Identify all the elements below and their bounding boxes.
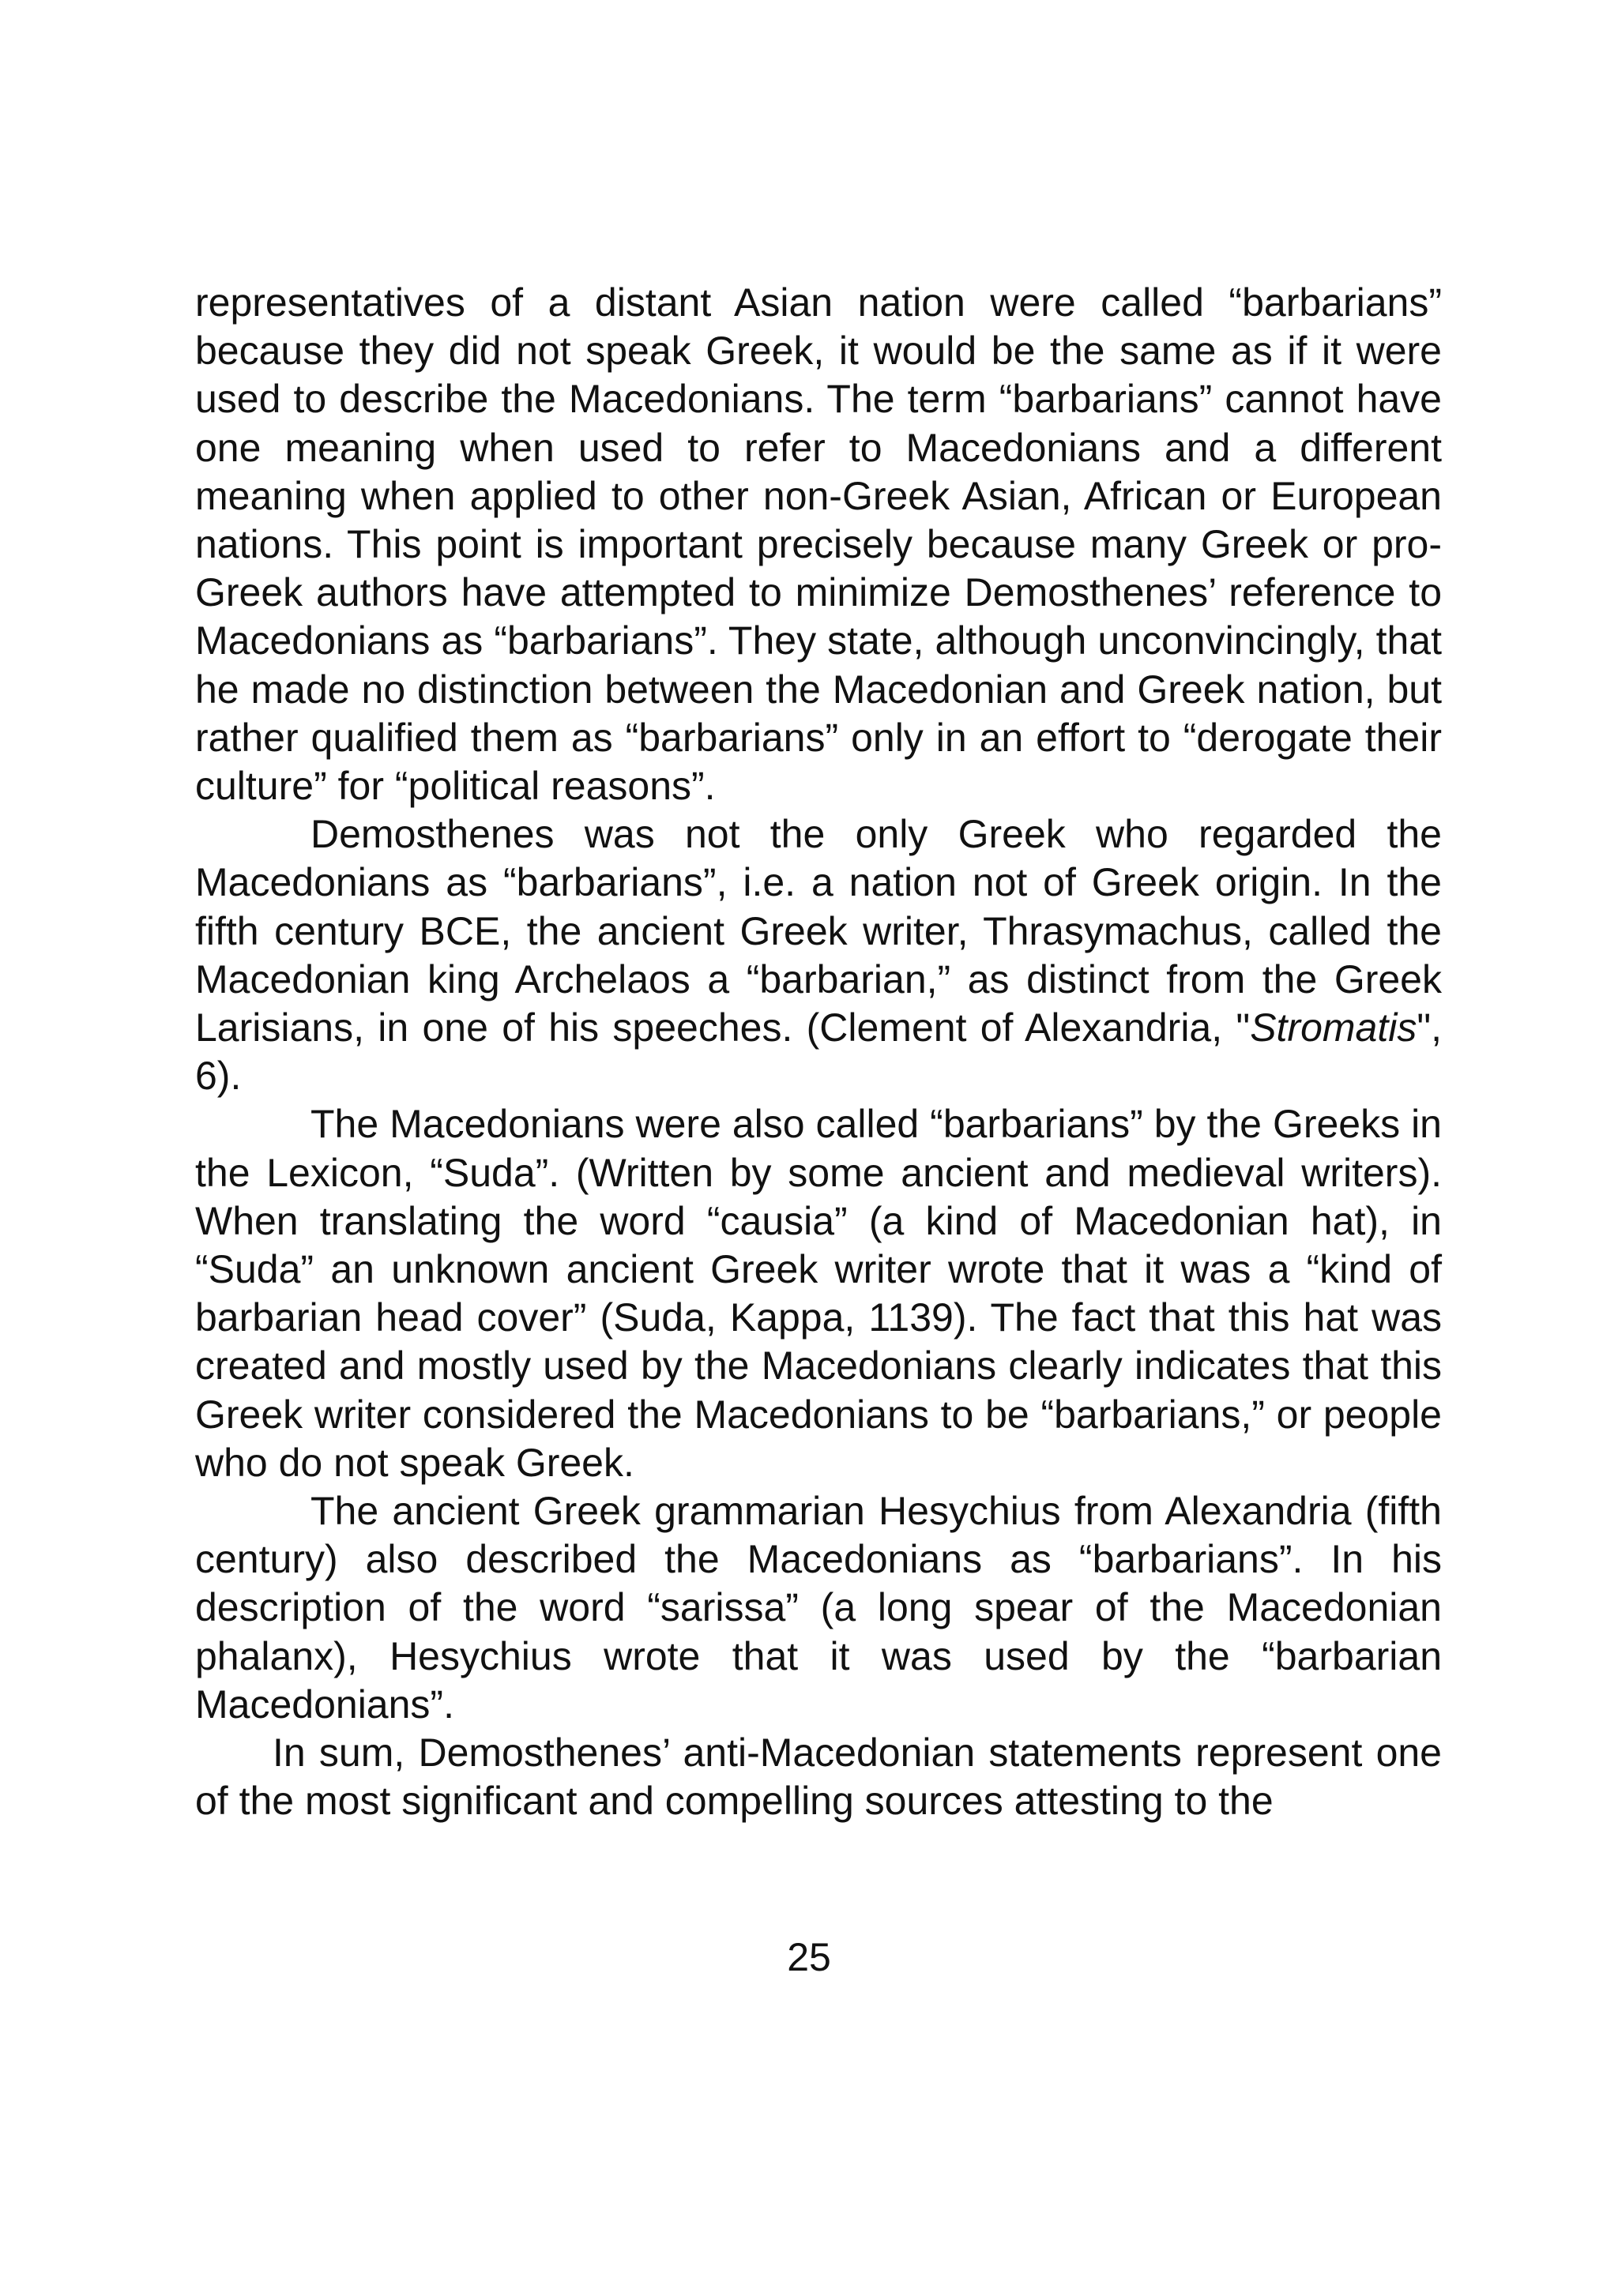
paragraph-2 <box>195 810 1442 1100</box>
page-number: 25 <box>787 1935 831 1979</box>
paragraph-3 <box>195 1100 1442 1487</box>
paragraph-2-italic-title: Stromatis <box>1250 1005 1417 1050</box>
paragraph-1-text: representatives of a distant Asian nation were called “barbarians” because they did not speak Greek, it would be the same as if it were used to describe the Macedonians. The term “barbarians” cannot have one meaning when used to refer to Macedonians and a different meaning when applied to other non-Greek Asian, African or European nations. This point is important precisely because many Greek or pro-Greek authors have attempted to minimize Demosthenes’ reference to Macedonians as “barbarians”. They state, although unconvincingly, that he made no distinction between the Macedonian and Greek nation, but rather qualified them as “barbarians” only in an effort to “derogate their culture” for “political reasons”. <box>195 280 1442 809</box>
paragraph-4-text: The ancient Greek grammarian Hesychius from Alexandria (fifth century) also described the Macedonians as “barbarians”. In his description of the word “sarissa” (a long spear of the Macedonian phalanx), Hesychius wrote that it was used by the “barbarian Macedonians”. <box>195 1489 1442 1727</box>
paragraph-5-text: In sum, Demosthenes’ anti-Macedonian statements represent one of the most significant and compelling sources attesting to the <box>195 1730 1442 1824</box>
paragraph-4 <box>195 1487 1442 1729</box>
paragraph-2-text-end: ", 6). <box>195 1005 1442 1099</box>
body-text <box>195 279 1442 1826</box>
paragraph-3-text: The Macedonians were also called “barbarians” by the Greeks in the Lexicon, “Suda”. (Written by some ancient and medieval writers). When translating the word “causia” (a kind of Macedonian hat), in “Suda” an unknown ancient Greek writer wrote that it was a “kind of barbarian head cover” (Suda, Kappa, 1139). The fact that this hat was created and mostly used by the Macedonians clearly indicates that this Greek writer considered the Macedonians to be “barbarians,” or people who do not speak Greek. <box>195 1102 1442 1485</box>
paragraph-1 <box>195 279 1442 810</box>
paragraph-5 <box>195 1729 1442 1825</box>
paragraph-2-text: Demosthenes was not the only Greek who regarded the Macedonians as “barbarians”, i.e. a nation not of Greek origin. In the fifth century BCE, the ancient Greek writer, Thrasymachus, called the Macedonian king Archelaos a “barbarian,” as distinct from the Greek Larisians, in one of his speeches. (Clement of Alexandria, " <box>195 812 1442 1050</box>
